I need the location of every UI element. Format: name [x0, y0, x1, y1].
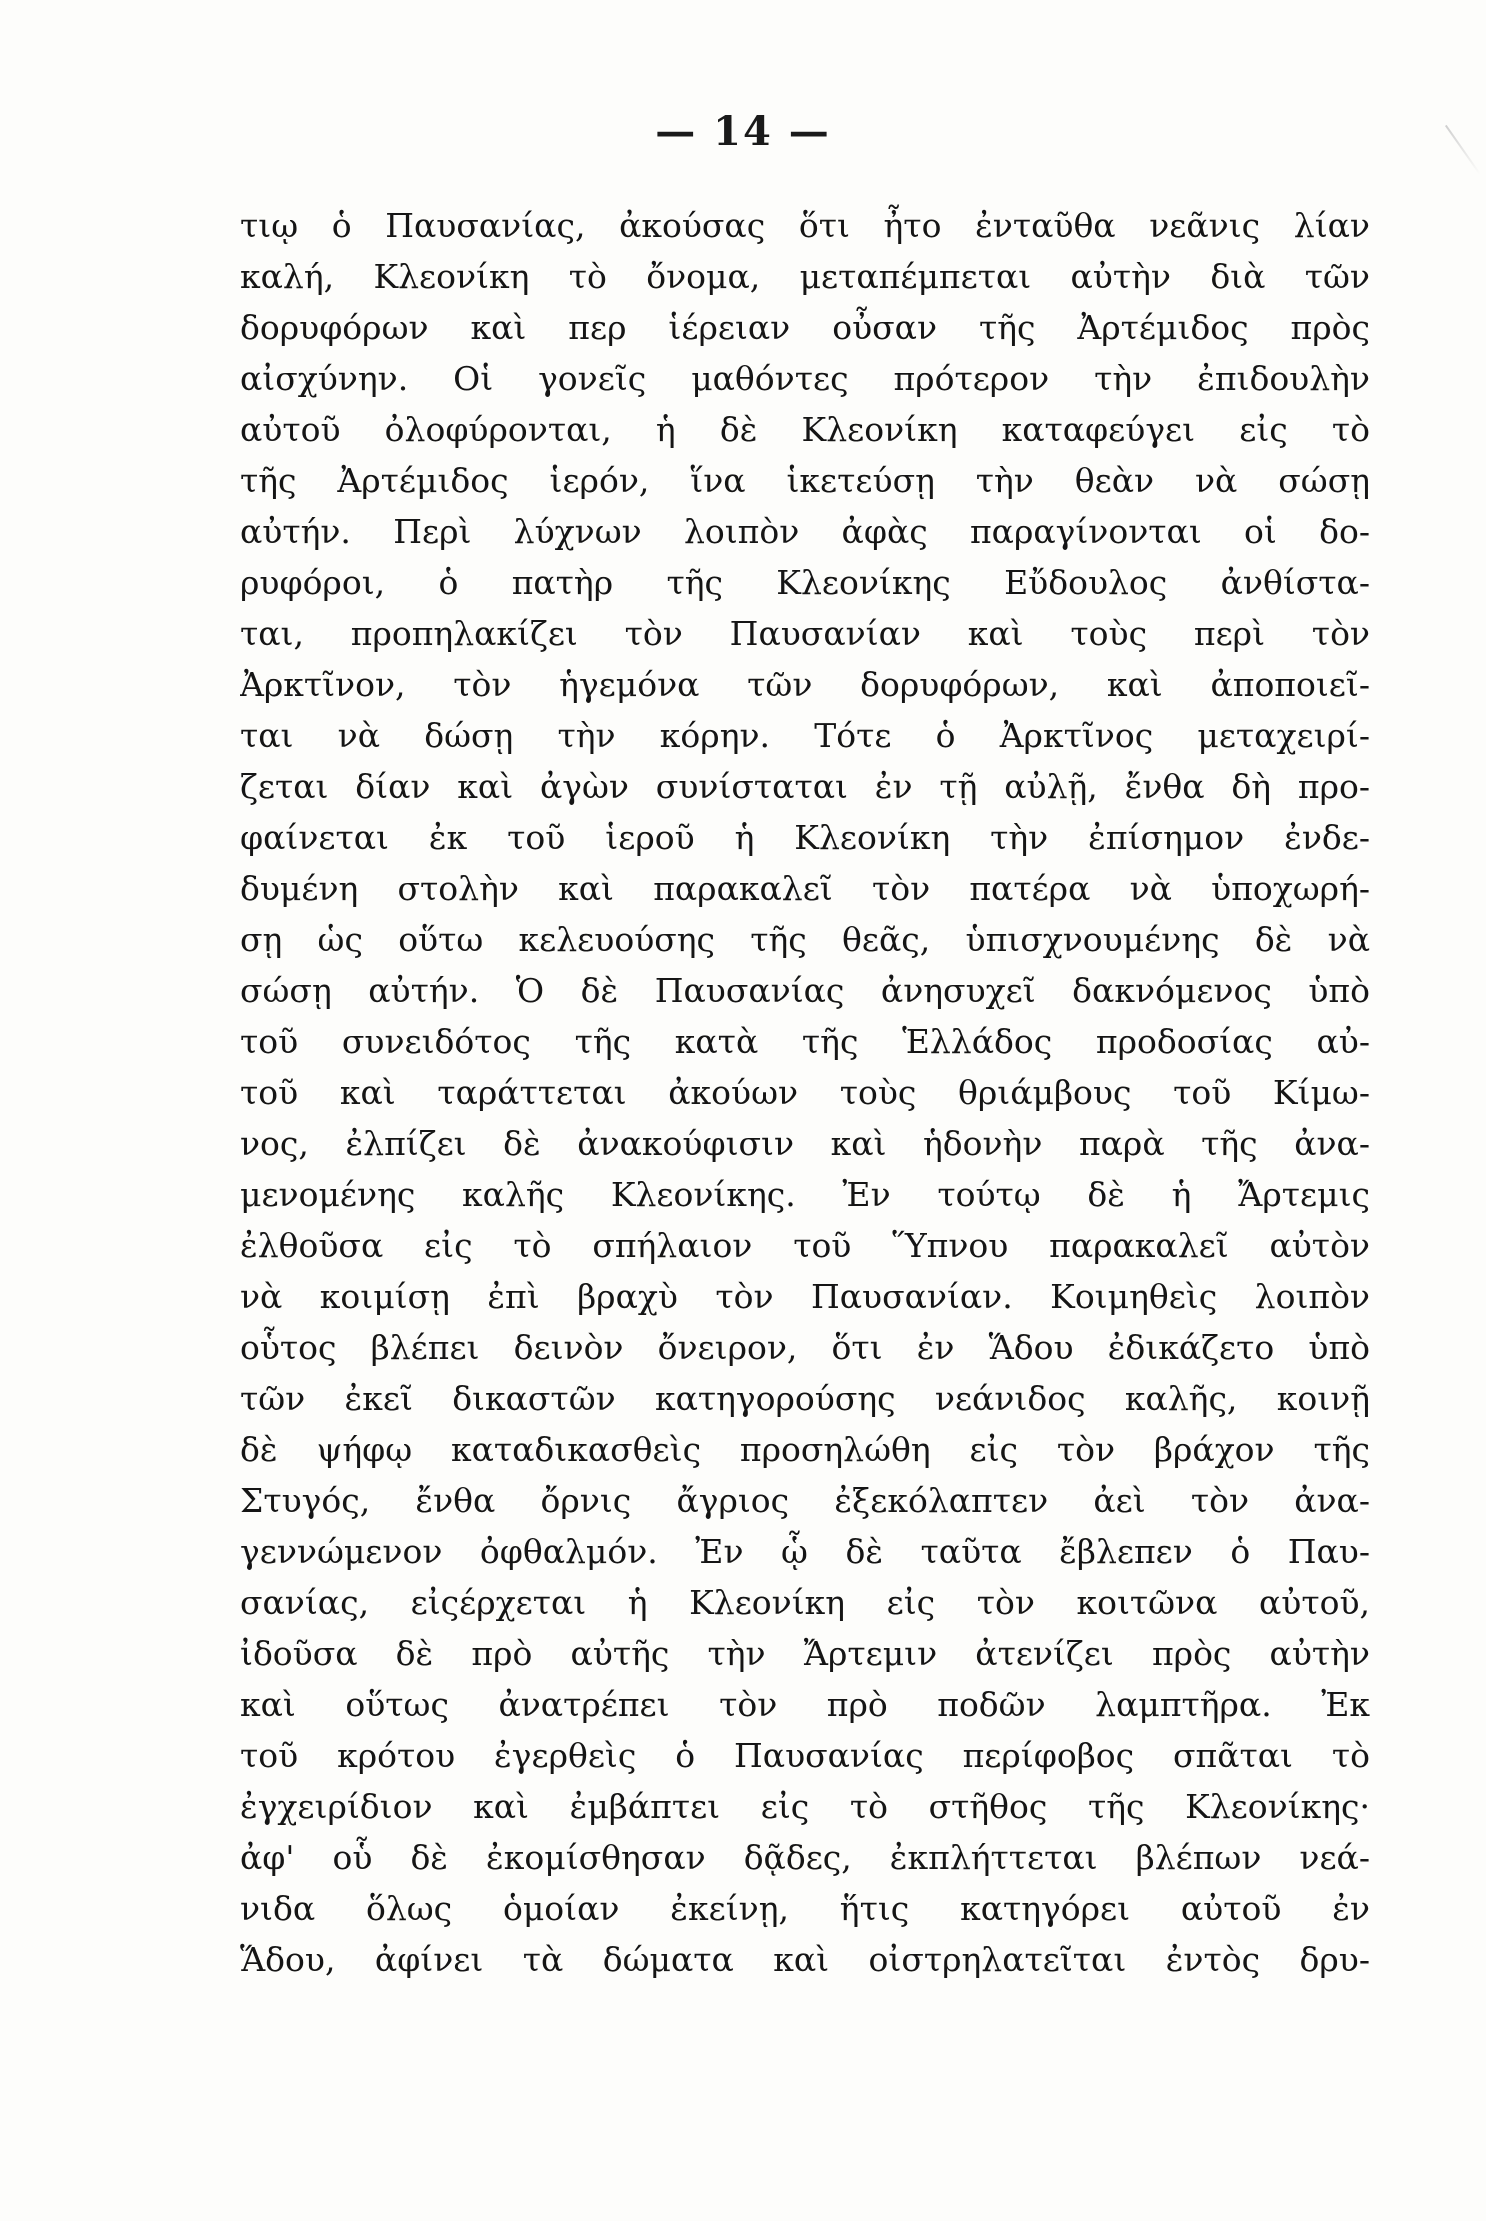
text-line: δυμένη στολὴν καὶ παρακαλεῖ τὸν πατέρα νὰ ὑποχωρή-: [240, 869, 1370, 908]
text-line: τοῦ συνειδότος τῆς κατὰ τῆς Ἑλλάδος προδοσίας αὐ-: [240, 1022, 1370, 1061]
text-line: Ἀρκτῖνον, τὸν ἡγεμόνα τῶν δορυφόρων, καὶ ἀποποιεῖ-: [240, 665, 1370, 704]
body-text: [240, 200, 1370, 1985]
text-line: αὐτήν. Περὶ λύχνων λοιπὸν ἀφὰς παραγίνονται οἱ δο-: [240, 512, 1370, 551]
text-line: ἐγχειρίδιον καὶ ἐμβάπτει εἰς τὸ στῆθος τῆς Κλεονίκης·: [240, 1787, 1370, 1826]
text-line: τοῦ κρότου ἐγερθεὶς ὁ Παυσανίας περίφοβος σπᾶται τὸ: [240, 1736, 1370, 1775]
text-line: νιδα ὅλως ὁμοίαν ἐκείνῃ, ἥτις κατηγόρει αὐτοῦ ἐν: [240, 1889, 1370, 1928]
text-line: νος, ἐλπίζει δὲ ἀνακούφισιν καὶ ἡδονὴν παρὰ τῆς ἀνα-: [240, 1124, 1370, 1163]
text-line: οὗτος βλέπει δεινὸν ὄνειρον, ὅτι ἐν Ἅδου ἐδικάζετο ὑπὸ: [240, 1328, 1370, 1367]
text-line: γεννώμενον ὀφθαλμόν. Ἐν ᾧ δὲ ταῦτα ἔβλεπεν ὁ Παυ-: [240, 1532, 1370, 1571]
page-number: — 14 —: [655, 108, 831, 155]
text-line: αἰσχύνην. Οἱ γονεῖς μαθόντες πρότερον τὴν ἐπιδουλὴν: [240, 359, 1370, 398]
text-line: σῃ ὡς οὕτω κελευούσης τῆς θεᾶς, ὑπισχνουμένης δὲ νὰ: [240, 920, 1370, 959]
text-line: καλή, Κλεονίκη τὸ ὄνομα, μεταπέμπεται αὐτὴν διὰ τῶν: [240, 257, 1370, 296]
text-line: τῶν ἐκεῖ δικαστῶν κατηγορούσης νεάνιδος καλῆς, κοινῇ: [240, 1379, 1370, 1418]
text-line: σώσῃ αὐτήν. Ὁ δὲ Παυσανίας ἀνησυχεῖ δακνόμενος ὑπὸ: [240, 971, 1370, 1010]
text-line: σανίας, εἰςέρχεται ἡ Κλεονίκη εἰς τὸν κοιτῶνα αὐτοῦ,: [240, 1583, 1370, 1622]
text-line: φαίνεται ἐκ τοῦ ἱεροῦ ἡ Κλεονίκη τὴν ἐπίσημον ἐνδε-: [240, 818, 1370, 857]
text-line: ται, προπηλακίζει τὸν Παυσανίαν καὶ τοὺς περὶ τὸν: [240, 614, 1370, 653]
text-line: Στυγός, ἔνθα ὄρνις ἄγριος ἐξεκόλαπτεν ἀεὶ τὸν ἀνα-: [240, 1481, 1370, 1520]
text-line: δορυφόρων καὶ περ ἱέρειαν οὖσαν τῆς Ἀρτέμιδος πρὸς: [240, 308, 1370, 347]
text-line: τοῦ καὶ ταράττεται ἀκούων τοὺς θριάμβους τοῦ Κίμω-: [240, 1073, 1370, 1112]
text-line: ἰδοῦσα δὲ πρὸ αὐτῆς τὴν Ἄρτεμιν ἀτενίζει πρὸς αὐτὴν: [240, 1634, 1370, 1673]
text-line: καὶ οὕτως ἀνατρέπει τὸν πρὸ ποδῶν λαμπτῆρα. Ἐκ: [240, 1685, 1370, 1724]
text-line: τῆς Ἀρτέμιδος ἱερόν, ἵνα ἱκετεύσῃ τὴν θεὰν νὰ σώσῃ: [240, 461, 1370, 500]
text-line: ται νὰ δώσῃ τὴν κόρην. Τότε ὁ Ἀρκτῖνος μεταχειρί-: [240, 716, 1370, 755]
text-line: δὲ ψήφῳ καταδικασθεὶς προσηλώθη εἰς τὸν βράχον τῆς: [240, 1430, 1370, 1469]
text-line: ἐλθοῦσα εἰς τὸ σπήλαιον τοῦ Ὕπνου παρακαλεῖ αὐτὸν: [240, 1226, 1370, 1265]
text-line: νὰ κοιμίσῃ ἐπὶ βραχὺ τὸν Παυσανίαν. Κοιμηθεὶς λοιπὸν: [240, 1277, 1370, 1316]
text-line: Ἅδου, ἀφίνει τὰ δώματα καὶ οἰστρηλατεῖται ἐντὸς δρυ-: [240, 1940, 1370, 1979]
text-line: μενομένης καλῆς Κλεονίκης. Ἐν τούτῳ δὲ ἡ Ἄρτεμις: [240, 1175, 1370, 1214]
text-line: ἀφ' οὗ δὲ ἐκομίσθησαν δᾷδες, ἐκπλήττεται βλέπων νεά-: [240, 1838, 1370, 1877]
text-line: ζεται δίαν καὶ ἀγὼν συνίσταται ἐν τῇ αὐλῇ, ἔνθα δὴ προ-: [240, 767, 1370, 806]
text-line: ρυφόροι, ὁ πατὴρ τῆς Κλεονίκης Εὔδουλος ἀνθίστα-: [240, 563, 1370, 602]
text-line: τιῳ ὁ Παυσανίας, ἀκούσας ὅτι ἦτο ἐνταῦθα νεᾶνις λίαν: [240, 206, 1370, 245]
text-line: αὐτοῦ ὀλοφύρονται, ἡ δὲ Κλεονίκη καταφεύγει εἰς τὸ: [240, 410, 1370, 449]
